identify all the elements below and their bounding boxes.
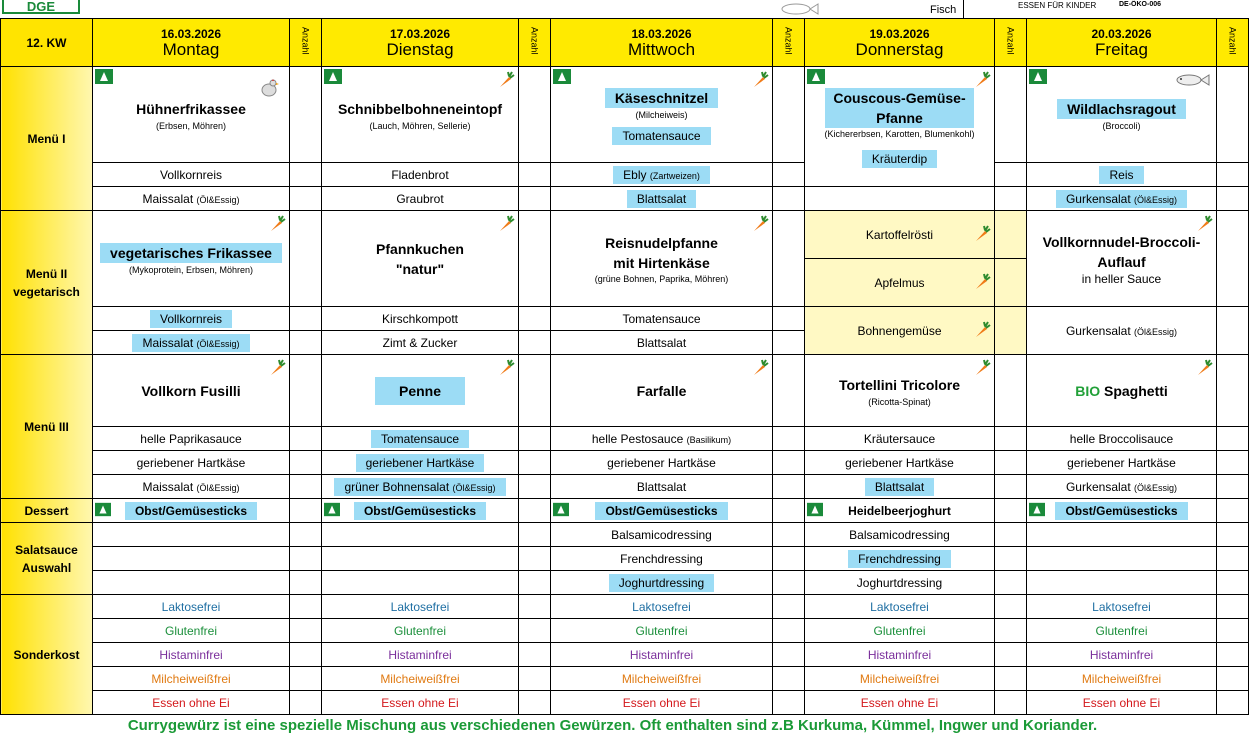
dge-logo-icon [324,69,342,84]
day-header-wed: 18.03.2026 Mittwoch [551,19,773,67]
anzahl-cell[interactable] [290,451,322,475]
anzahl-cell[interactable] [290,211,322,307]
fish-icon [778,2,820,16]
menu1-wed-dish: Käseschnitzel (Milcheiweis) Tomatensauce [551,67,773,163]
sonderkost-laktose: Laktosefrei [805,595,995,619]
kinder-logo-text: ESSEN FÜR KINDER [1018,1,1097,10]
menu1-fri-side2: Gurkensalat (Öl&Essig) [1027,187,1217,211]
carrot-icon [267,359,285,377]
anzahl-cell[interactable] [290,691,322,715]
menu1-thu-side2 [805,187,995,211]
top-divider [963,0,964,18]
salat-thu-3: Joghurtdressing [805,571,995,595]
day-header-tue: 17.03.2026 Dienstag [322,19,519,67]
sonderkost-milcheiweiss: Milcheiweißfrei [322,667,519,691]
anzahl-cell[interactable] [773,187,805,211]
anzahl-cell[interactable] [290,475,322,499]
anzahl-cell[interactable] [290,643,322,667]
menu1-fri-side1: Reis [1027,163,1217,187]
anzahl-cell[interactable] [519,67,551,163]
anzahl-cell[interactable] [773,211,805,307]
sonderkost-gluten: Glutenfrei [322,619,519,643]
anzahl-cell[interactable] [519,331,551,355]
anzahl-cell[interactable] [519,427,551,451]
row-label-menu2: Menü II vegetarisch [1,211,93,355]
anzahl-cell[interactable] [290,547,322,571]
anzahl-cell[interactable] [1217,355,1249,427]
carrot-icon [267,215,285,233]
dessert-tue: Obst/Gemüsesticks [322,499,519,523]
dge-logo-icon [95,69,113,84]
anzahl-cell[interactable] [519,451,551,475]
dge-logo-icon [1029,69,1047,84]
salat-tue-2 [322,547,519,571]
row-label-sonderkost: Sonderkost [1,595,93,715]
anzahl-cell[interactable] [995,523,1027,547]
anzahl-cell[interactable] [995,499,1027,523]
anzahl-cell[interactable] [1217,427,1249,451]
sonderkost-ohne-ei: Essen ohne Ei [805,691,995,715]
menu2-mon-dish: vegetarisches Frikassee (Mykoprotein, Erbsen, Möhren) [93,211,290,307]
anzahl-cell[interactable] [519,355,551,427]
carrot-icon [496,215,514,233]
salat-mon-3 [93,571,290,595]
carrot-icon [750,359,768,377]
menu2-tue-side2: Zimt & Zucker [322,331,519,355]
anzahl-cell[interactable] [995,187,1027,211]
menu3-thu-s1: Kräutersauce [805,427,995,451]
day-header-fri: 20.03.2026 Freitag [1027,19,1217,67]
anzahl-cell[interactable] [519,163,551,187]
row-label-salatsauce: Salatsauce Auswahl [1,523,93,595]
anzahl-cell[interactable] [519,523,551,547]
menu3-wed-s3: Blattsalat [551,475,773,499]
sonderkost-milcheiweiss: Milcheiweißfrei [551,667,773,691]
sonderkost-laktose: Laktosefrei [322,595,519,619]
anzahl-cell[interactable] [995,307,1027,355]
dge-logo-icon [1029,502,1045,517]
dge-logo-icon [553,502,569,517]
menu1-tue-side2: Graubrot [322,187,519,211]
anzahl-header: Anzahl [1217,19,1249,67]
anzahl-cell[interactable] [290,571,322,595]
anzahl-cell[interactable] [773,355,805,427]
menu1-mon-side1: Vollkornreis [93,163,290,187]
anzahl-cell[interactable] [519,691,551,715]
anzahl-cell[interactable] [995,355,1027,427]
row-label-menu3: Menü III [1,355,93,499]
anzahl-cell[interactable] [995,667,1027,691]
anzahl-cell[interactable] [519,187,551,211]
menu3-mon-dish: Vollkorn Fusilli [93,355,290,427]
menu3-mon-s1: helle Paprikasauce [93,427,290,451]
carrot-icon [750,215,768,233]
menu3-tue-s1: Tomatensauce [322,427,519,451]
anzahl-cell[interactable] [1217,163,1249,187]
anzahl-cell[interactable] [1217,307,1249,355]
anzahl-cell[interactable] [995,475,1027,499]
menu3-fri-s2: geriebener Hartkäse [1027,451,1217,475]
salat-tue-3 [322,571,519,595]
sonderkost-histamin: Histaminfrei [1027,643,1217,667]
anzahl-cell[interactable] [1217,211,1249,307]
anzahl-cell[interactable] [290,667,322,691]
anzahl-cell[interactable] [1217,595,1249,619]
anzahl-cell[interactable] [519,619,551,643]
chicken-icon [259,77,279,99]
dge-logo-icon [807,69,825,84]
carrot-icon [972,273,990,291]
menu3-thu-dish: Tortellini Tricolore (Ricotta-Spinat) [805,355,995,427]
menu3-wed-dish: Farfalle [551,355,773,427]
anzahl-cell[interactable] [290,67,322,163]
anzahl-cell[interactable] [1217,187,1249,211]
anzahl-cell[interactable] [773,451,805,475]
anzahl-cell[interactable] [773,67,805,163]
anzahl-cell[interactable] [995,691,1027,715]
menu3-mon-s2: geriebener Hartkäse [93,451,290,475]
sonderkost-histamin: Histaminfrei [805,643,995,667]
anzahl-cell[interactable] [995,67,1027,163]
menu1-thu-dish: Couscous-Gemüse- Pfanne (Kichererbsen, Karotten, Blumenkohl) Kräuterdip [805,67,995,187]
dge-logo-icon [553,69,571,84]
menu2-thu-item2: Apfelmus [805,259,995,307]
anzahl-cell[interactable] [1217,451,1249,475]
sonderkost-milcheiweiss: Milcheiweißfrei [93,667,290,691]
salat-tue-1 [322,523,519,547]
anzahl-cell[interactable] [519,307,551,331]
fish-legend-label: Fisch [930,4,957,16]
menu1-fri-dish: Wildlachsragout (Broccoli) [1027,67,1217,163]
sonderkost-laktose: Laktosefrei [551,595,773,619]
menu1-thu-dip: Kräuterdip [862,150,937,168]
anzahl-cell[interactable] [995,427,1027,451]
anzahl-cell[interactable] [773,163,805,187]
row-label-dessert: Dessert [1,499,93,523]
row-label-menu1: Menü I [1,67,93,211]
carrot-icon [972,225,990,243]
menu1-wed-sauce: Tomatensauce [612,127,710,145]
menu3-thu-s2: geriebener Hartkäse [805,451,995,475]
anzahl-cell[interactable] [290,331,322,355]
day-header-mon: 16.03.2026 Montag [93,19,290,67]
sonderkost-milcheiweiss: Milcheiweißfrei [1027,667,1217,691]
menu3-tue-dish: Penne [322,355,519,427]
salat-mon-1 [93,523,290,547]
carrot-icon [496,359,514,377]
anzahl-cell[interactable] [1217,571,1249,595]
anzahl-cell[interactable] [519,499,551,523]
anzahl-cell[interactable] [773,667,805,691]
anzahl-header: Anzahl [290,19,322,67]
dessert-wed: Obst/Gemüsesticks [551,499,773,523]
anzahl-cell[interactable] [290,307,322,331]
anzahl-cell[interactable] [995,259,1027,307]
menu2-tue-side1: Kirschkompott [322,307,519,331]
sonderkost-ohne-ei: Essen ohne Ei [93,691,290,715]
salat-wed-1: Balsamicodressing [551,523,773,547]
menu2-fri-dish: Vollkornnudel-Broccoli- Auflauf in heller Sauce [1027,211,1217,307]
anzahl-cell[interactable] [1217,667,1249,691]
anzahl-cell[interactable] [290,595,322,619]
salat-thu-1: Balsamicodressing [805,523,995,547]
sonderkost-ohne-ei: Essen ohne Ei [551,691,773,715]
anzahl-cell[interactable] [1217,523,1249,547]
anzahl-cell[interactable] [995,643,1027,667]
anzahl-cell[interactable] [1217,547,1249,571]
anzahl-cell[interactable] [1217,691,1249,715]
salat-wed-2: Frenchdressing [551,547,773,571]
oko-label: DE-ÖKO-006 [1119,1,1162,8]
menu2-tue-dish: Pfannkuchen "natur" [322,211,519,307]
sonderkost-histamin: Histaminfrei [322,643,519,667]
menu2-thu-item1: Kartoffelrösti [805,211,995,259]
dge-logo-icon [807,502,823,517]
salat-fri-3 [1027,571,1217,595]
sonderkost-histamin: Histaminfrei [93,643,290,667]
anzahl-cell[interactable] [519,667,551,691]
anzahl-cell[interactable] [519,595,551,619]
dessert-mon: Obst/Gemüsesticks [93,499,290,523]
anzahl-cell[interactable] [519,643,551,667]
menu-plan-table [0,18,1249,715]
anzahl-header: Anzahl [995,19,1027,67]
carrot-icon [1194,359,1212,377]
week-label: 12. KW [1,19,93,67]
top-bar [0,0,1225,18]
sonderkost-gluten: Glutenfrei [551,619,773,643]
menu3-fri-s3: Gurkensalat (Öl&Essig) [1027,475,1217,499]
sonderkost-milcheiweiss: Milcheiweißfrei [805,667,995,691]
sonderkost-gluten: Glutenfrei [1027,619,1217,643]
day-header-thu: 19.03.2026 Donnerstag [805,19,995,67]
anzahl-cell[interactable] [1217,475,1249,499]
menu1-mon-side2: Maissalat (Öl&Essig) [93,187,290,211]
menu3-fri-s1: helle Broccolisauce [1027,427,1217,451]
dge-logo-icon [324,502,340,517]
carrot-icon [972,321,990,339]
anzahl-cell[interactable] [995,163,1027,187]
dge-logo-icon [95,502,111,517]
anzahl-cell[interactable] [995,211,1027,259]
sonderkost-histamin: Histaminfrei [551,643,773,667]
menu2-fri-side1: Gurkensalat (Öl&Essig) [1027,307,1217,355]
fish-icon [1174,73,1210,87]
anzahl-cell[interactable] [1217,499,1249,523]
menu1-wed-side2: Blattsalat [551,187,773,211]
menu2-thu-item3: Bohnengemüse [805,307,995,355]
menu3-fri-dish: BIO Spaghetti [1027,355,1217,427]
anzahl-cell[interactable] [519,211,551,307]
anzahl-cell[interactable] [290,499,322,523]
carrot-icon [972,359,990,377]
anzahl-cell[interactable] [290,187,322,211]
sonderkost-ohne-ei: Essen ohne Ei [1027,691,1217,715]
anzahl-cell[interactable] [290,163,322,187]
anzahl-cell[interactable] [519,571,551,595]
anzahl-cell[interactable] [773,499,805,523]
anzahl-cell[interactable] [773,571,805,595]
carrot-icon [750,71,768,89]
salat-mon-2 [93,547,290,571]
salat-fri-2 [1027,547,1217,571]
anzahl-cell[interactable] [519,547,551,571]
dessert-thu: Heidelbeerjoghurt [805,499,995,523]
carrot-icon [972,71,990,89]
anzahl-cell[interactable] [773,523,805,547]
anzahl-cell[interactable] [290,523,322,547]
bio-label: BIO [1075,382,1101,399]
anzahl-cell[interactable] [773,475,805,499]
anzahl-cell[interactable] [773,643,805,667]
anzahl-cell[interactable] [773,427,805,451]
anzahl-cell[interactable] [773,331,805,355]
anzahl-cell[interactable] [773,619,805,643]
menu2-mon-side2: Maissalat (Öl&Essig) [93,331,290,355]
sonderkost-gluten: Glutenfrei [805,619,995,643]
anzahl-cell[interactable] [995,619,1027,643]
anzahl-cell[interactable] [995,547,1027,571]
menu1-tue-dish: Schnibbelbohneneintopf (Lauch, Möhren, Sellerie) [322,67,519,163]
salat-wed-3: Joghurtdressing [551,571,773,595]
anzahl-cell[interactable] [290,619,322,643]
anzahl-cell[interactable] [1217,643,1249,667]
menu2-wed-side2: Blattsalat [551,331,773,355]
menu1-tue-side1: Fladenbrot [322,163,519,187]
menu3-mon-s3: Maissalat (Öl&Essig) [93,475,290,499]
anzahl-cell[interactable] [773,595,805,619]
anzahl-cell[interactable] [995,451,1027,475]
sonderkost-gluten: Glutenfrei [93,619,290,643]
footer-note: Currygewürz ist eine spezielle Mischung aus verschiedenen Gewürzen. Oft enthalten sind z.B Kurkuma, Kümmel, Ingwer und Koriander. [127,717,1098,734]
anzahl-cell[interactable] [995,571,1027,595]
sonderkost-laktose: Laktosefrei [93,595,290,619]
anzahl-cell[interactable] [773,307,805,331]
anzahl-cell[interactable] [1217,67,1249,163]
sonderkost-ohne-ei: Essen ohne Ei [322,691,519,715]
menu3-wed-s1: helle Pestosauce (Basilikum) [551,427,773,451]
anzahl-cell[interactable] [773,691,805,715]
menu2-wed-dish: Reisnudelpfanne mit Hirtenkäse (grüne Bohnen, Paprika, Möhren) [551,211,773,307]
menu3-tue-s3: grüner Bohnensalat (Öl&Essig) [322,475,519,499]
anzahl-cell[interactable] [290,355,322,427]
salat-fri-1 [1027,523,1217,547]
dessert-fri: Obst/Gemüsesticks [1027,499,1217,523]
menu1-mon-dish: Hühnerfrikassee (Erbsen, Möhren) [93,67,290,163]
menu3-tue-s2: geriebener Hartkäse [322,451,519,475]
menu3-thu-s3: Blattsalat [805,475,995,499]
carrot-icon [496,71,514,89]
menu2-wed-side1: Tomatensauce [551,307,773,331]
anzahl-cell[interactable] [519,475,551,499]
anzahl-header: Anzahl [519,19,551,67]
dge-logo: DGE [2,0,80,14]
anzahl-cell[interactable] [290,427,322,451]
carrot-icon [1194,215,1212,233]
salat-thu-2: Frenchdressing [805,547,995,571]
menu2-mon-side1: Vollkornreis [93,307,290,331]
anzahl-cell[interactable] [773,547,805,571]
anzahl-cell[interactable] [1217,619,1249,643]
menu3-wed-s2: geriebener Hartkäse [551,451,773,475]
sonderkost-laktose: Laktosefrei [1027,595,1217,619]
anzahl-cell[interactable] [995,595,1027,619]
anzahl-header: Anzahl [773,19,805,67]
menu1-wed-side1: Ebly (Zartweizen) [551,163,773,187]
